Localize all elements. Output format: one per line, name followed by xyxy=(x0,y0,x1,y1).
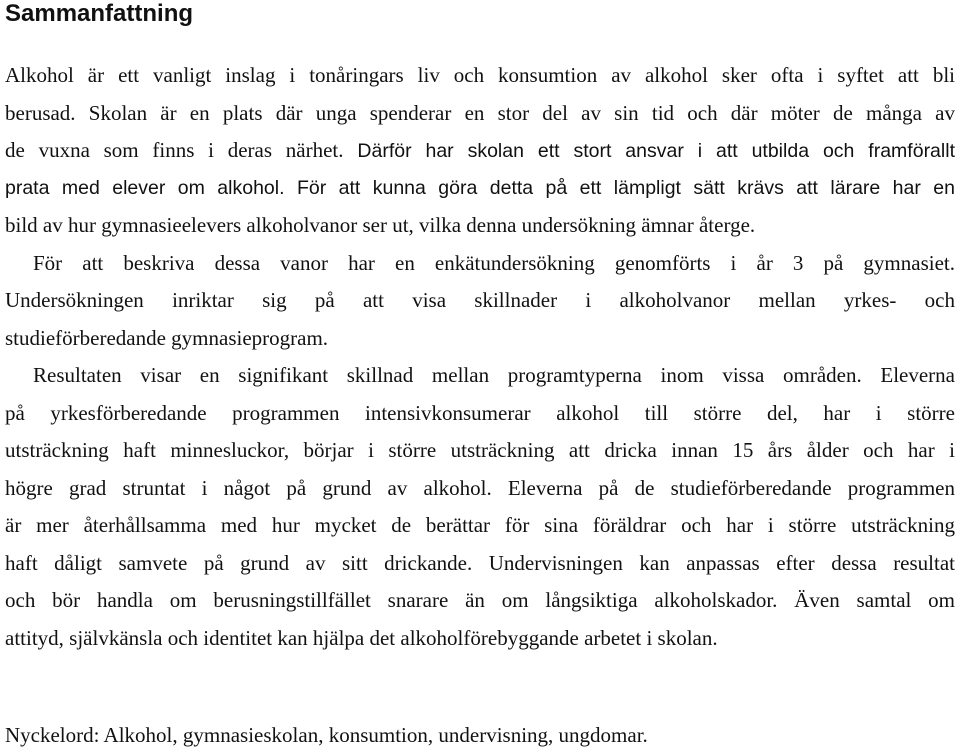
text-line: de vuxna som finns i deras närhet. Därför har skolan ett stort ansvar i att utbilda och framförallt xyxy=(5,138,955,162)
section-heading: Sammanfattning xyxy=(5,0,194,27)
text-line: högre grad struntat i något på grund av alkohol. Eleverna på de studieförberedande programmen xyxy=(5,475,955,500)
text-line: bild av hur gymnasieelevers alkoholvanor ser ut, vilka denna undersökning ämnar återge. xyxy=(5,213,756,237)
text-line: attityd, självkänsla och identitet kan hjälpa det alkoholförebyggande arbetet i skolan. xyxy=(5,625,718,650)
text-line: prata med elever om alkohol. För att kunna göra detta på ett lämpligt sätt krävs att lärare har en xyxy=(5,176,955,199)
text-line: haft dåligt samvete på grund av sitt drickande. Undervisningen kan anpassas efter dessa resultat xyxy=(5,550,955,575)
text-line: berusad. Skolan är en plats där unga spenderar en stor del av sin tid och där möter de många av xyxy=(5,100,955,125)
text-line: på yrkesförberedande programmen intensivkonsumerar alkohol till större del, har i större xyxy=(5,400,955,425)
keywords-line: Nyckelord: Alkohol, gymnasieskolan, konsumtion, undervisning, ungdomar. xyxy=(5,723,648,747)
text-line: Alkohol är ett vanligt inslag i tonåringars liv och konsumtion av alkohol sker ofta i syftet att bli xyxy=(5,63,955,87)
text-line: Resultaten visar en signifikant skillnad mellan programtyperna inom vissa områden. Eleverna xyxy=(33,363,955,387)
text-line: och bör handla om berusningstillfället snarare än om långsiktiga alkoholskador. Även samtal om xyxy=(5,588,955,612)
text-line: är mer återhållsamma med hur mycket de berättar för sina föräldrar och har i större utsträckning xyxy=(5,513,955,537)
text-line: studieförberedande gymnasieprogram. xyxy=(5,325,329,350)
text-line: Undersökningen inriktar sig på att visa skillnader i alkoholvanor mellan yrkes- och xyxy=(5,288,955,312)
document-page xyxy=(5,0,955,747)
text-line: utsträckning haft minnesluckor, börjar i större utsträckning att dricka innan 15 års ålder och har i xyxy=(5,438,955,462)
text-line: För att beskriva dessa vanor har en enkätundersökning genomförts i år 3 på gymnasiet. xyxy=(33,250,955,275)
summary-text xyxy=(5,57,955,657)
